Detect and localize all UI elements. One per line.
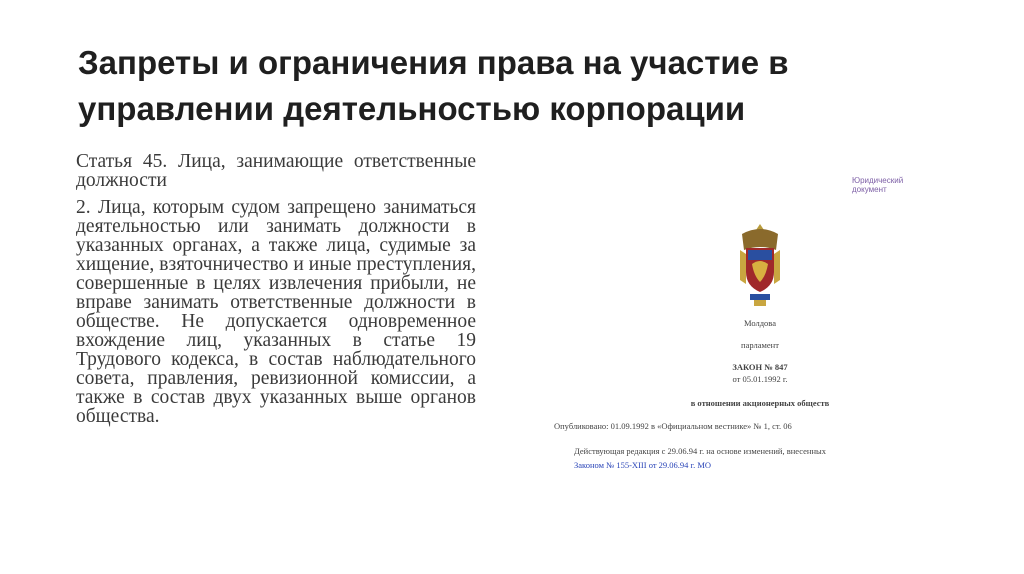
slide-title: Запреты и ограничения права на участие в управлении деятельностью корпорации [78,44,789,127]
article-heading: Статья 45. Лица, занимающие ответственные должности [76,151,476,191]
amendment-link[interactable]: Законом № 155-XIII от 29.06.94 г. МО [574,460,712,470]
document-country: Молдова [744,318,776,328]
article-text [76,152,476,434]
coat-of-arms-icon [736,220,784,312]
document-tag: Юридический документ [852,176,904,194]
document-issuer: парламент [741,340,779,350]
law-document-image [540,168,940,488]
publication-info: Опубликовано: 01.09.1992 в «Официальном вестнике» № 1, ст. 06 [554,421,792,431]
law-number: ЗАКОН № 847 [732,362,788,372]
article-paragraph: 2. Лица, которым судом запрещено заниматься деятельностью или занимать должности в указанных органах, а также лица, судимые за хищение, взяточничество и иные преступления, совершенные в целях извлечения прибыли, не вправе занимать ответственные должности в обществе. Не допускается одновременное вхождение лиц, указанных в статье 19 Трудового кодекса, в состав наблюдательного совета, правления, ревизионной комиссии, а также в состав двух указанных выше органов общества. [76,197,476,427]
law-subject: в отношении акционерных обществ [690,398,830,408]
edition-info: Действующая редакция с 29.06.94 г. на основе изменений, внесенных [574,446,826,456]
law-date: от 05.01.1992 г. [732,374,788,384]
